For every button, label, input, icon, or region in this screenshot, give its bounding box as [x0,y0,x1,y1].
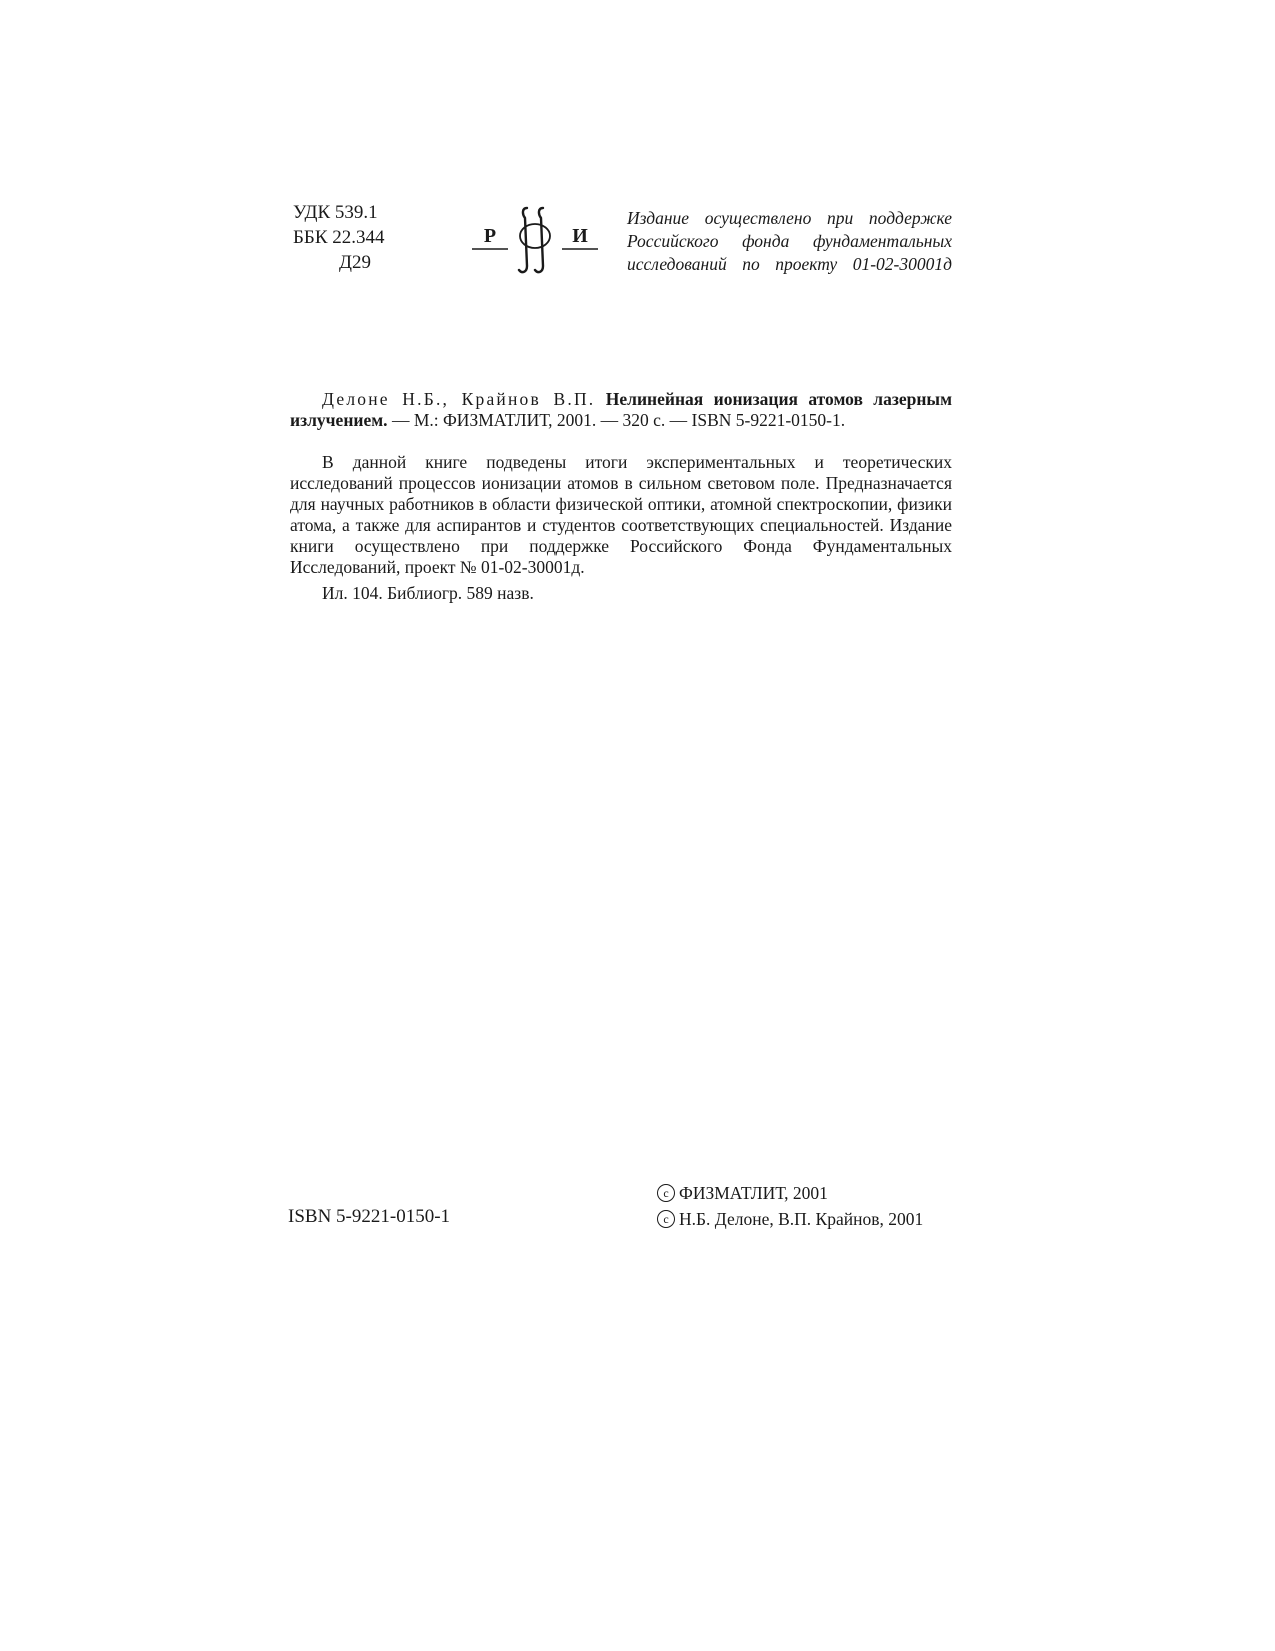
logo-double-f-mark [519,208,550,272]
logo-letter-i: И [572,225,588,247]
citation-imprint: — М.: ФИЗМАТЛИТ, 2001. — 320 с. — ISBN 5-9221-0150-1. [391,410,846,430]
copyright-block [657,1180,923,1232]
copyright-icon: c [657,1184,675,1202]
citation-title: Нелинейная ионизация атомов лазерным излучением. [290,389,953,430]
support-note [627,207,952,276]
support-note-line: Российского фонда фундаментальных [627,231,952,251]
bibliographic-citation [290,389,952,431]
support-note-line: Издание осуществлено при поддержке [627,208,952,228]
copyright-authors: Н.Б. Делоне, В.П. Крайнов, 2001 [679,1209,924,1229]
bbk-code: ББК 22.344 [293,227,385,248]
rffi-logo [470,204,600,276]
support-note-line: исследований по проекту 01-02-30001д [627,254,952,274]
copyright-publisher: ФИЗМАТЛИТ, 2001 [679,1183,828,1203]
author-mark: Д29 [339,252,371,273]
isbn: ISBN 5-9221-0150-1 [288,1206,451,1227]
copyright-icon: c [657,1210,675,1228]
udk-code: УДК 539.1 [293,202,378,223]
copyright-line [657,1206,923,1232]
figures-note: Ил. 104. Библиогр. 589 назв. [322,583,534,603]
logo-letter-r: Р [483,225,497,247]
citation-authors: Делоне Н.Б., Крайнов В.П. [322,389,596,409]
abstract: В данной книге подведены итоги экспериментальных и теоретических исследований процессов ионизации атомов в сильном световом поле. Предназначается для научных работников в области физической оптики, атомной спектроскопии, физики атома, а также для аспирантов и студентов соответствующих специальностей. Издание книги осуществлено при поддержке Российского Фонда Фундаментальных Исследований, проект № 01-02-30001д. [290,452,952,577]
classification-codes [293,200,385,275]
copyright-line [657,1180,923,1206]
